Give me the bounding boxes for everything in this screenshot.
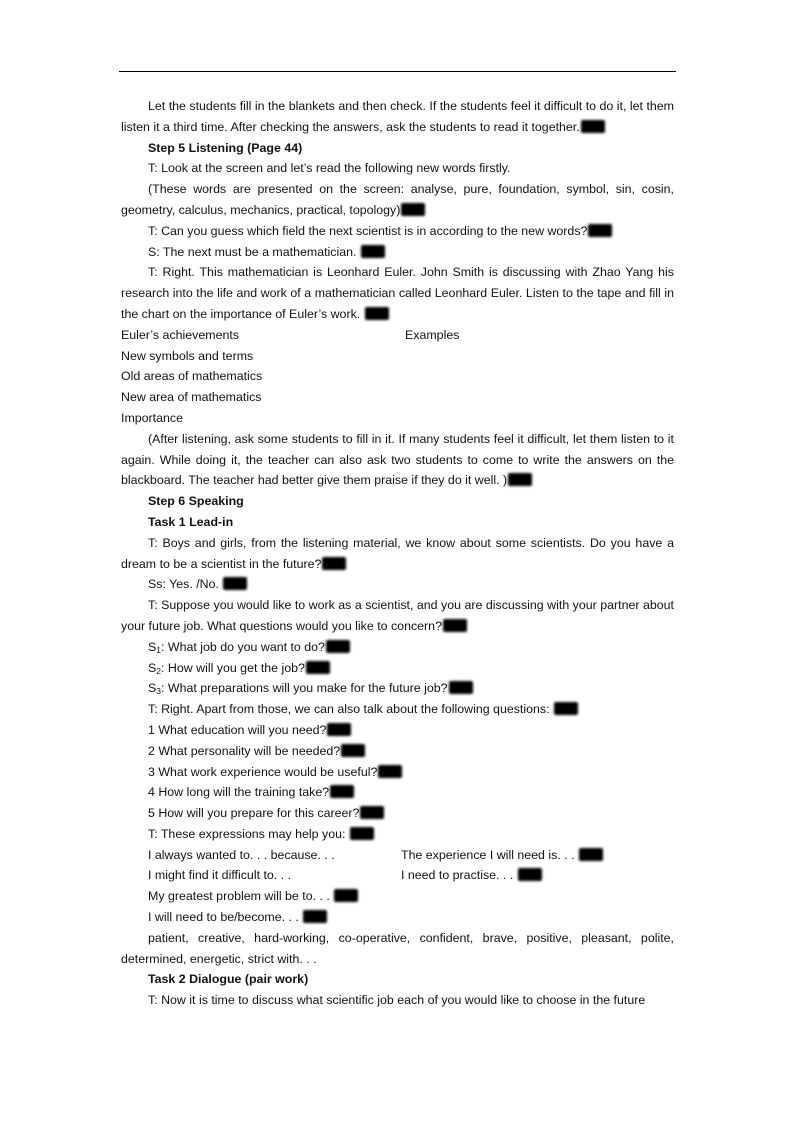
question-item: 1 What education will you need?	[121, 720, 674, 741]
question-item: 3 What work experience would be useful?	[121, 762, 674, 783]
redaction-mark	[327, 723, 351, 736]
expression-item: I will need to be/become. . .	[121, 907, 674, 928]
paragraph: Ss: Yes. /No.	[121, 574, 674, 595]
redaction-mark	[306, 661, 330, 674]
student-line: $S_1$: What job do you want to do?	[121, 637, 674, 658]
chart-row: Importance	[121, 410, 183, 425]
student-line: $S_3$: What preparations will you make for the future job?	[121, 678, 674, 699]
redaction-mark	[360, 806, 384, 819]
paragraph: T: Look at the screen and let’s read the following new words firstly.	[148, 161, 511, 176]
section-heading: Step 6 Speaking	[148, 494, 244, 509]
expression-item: My greatest problem will be to. . .	[121, 886, 674, 907]
redaction-mark	[518, 868, 542, 881]
redaction-mark	[443, 619, 467, 632]
redaction-mark	[554, 702, 578, 715]
redaction-mark	[303, 910, 327, 923]
task-heading: Task 2 Dialogue (pair work)	[148, 972, 309, 987]
paragraph: T: Now it is time to discuss what scientific job each of you would like to choose in the future	[148, 993, 646, 1008]
redaction-mark	[508, 473, 532, 486]
redaction-mark	[341, 744, 365, 757]
question-item: 4 How long will the training take?	[121, 782, 674, 803]
adjective-list: patient, creative, hard-working, co-operative, confident, brave, positive, pleasant, polite, determined, energetic, strict with. . .	[121, 930, 674, 966]
header-rule	[119, 71, 676, 72]
redaction-mark	[350, 827, 374, 840]
chart-header-achievements: Euler’s achievements	[121, 327, 240, 342]
chart-row: New area of mathematics	[121, 390, 262, 405]
section-heading: Step 5 Listening (Page 44)	[148, 140, 303, 155]
chart-header-row	[121, 325, 674, 346]
paragraph: T: Right. Apart from those, we can also talk about the following questions:	[121, 699, 674, 720]
paragraph: T: Suppose you would like to work as a scientist, and you are discussing with your partner about your future job. What questions would you like to concern?	[121, 598, 674, 633]
redaction-mark	[588, 224, 612, 237]
redaction-mark	[378, 765, 402, 778]
redaction-mark	[330, 785, 354, 798]
paragraph: T: These expressions may help you:	[121, 824, 674, 845]
expression-item: I need to practise. . .	[401, 865, 542, 886]
redaction-mark	[361, 245, 385, 258]
chart-row: Old areas of mathematics	[121, 369, 263, 384]
redaction-mark	[449, 681, 473, 694]
task-heading: Task 1 Lead-in	[148, 514, 234, 529]
redaction-mark	[223, 577, 247, 590]
question-item: 2 What personality will be needed?	[121, 741, 674, 762]
redaction-mark	[401, 203, 425, 216]
question-item: 5 How will you prepare for this career?	[121, 803, 674, 824]
redaction-mark	[334, 889, 358, 902]
chart-header-examples: Examples	[405, 327, 460, 342]
redaction-mark	[581, 120, 605, 133]
redaction-mark	[326, 640, 350, 653]
redaction-mark	[365, 307, 389, 320]
expression-item: I might find it difficult to. . .	[148, 868, 292, 883]
expression-row	[121, 845, 674, 866]
chart-row: New symbols and terms	[121, 348, 254, 363]
redaction-mark	[579, 848, 603, 861]
expression-item: The experience I will need is. . .	[401, 845, 603, 866]
paragraph: S: The next must be a mathematician.	[121, 242, 674, 263]
student-line: $S_2$: How will you get the job?	[121, 658, 674, 679]
document-body	[121, 96, 674, 1011]
expression-item: I always wanted to. . . because. . .	[148, 847, 335, 862]
paragraph: T: Right. This mathematician is Leonhard Euler. John Smith is discussing with Zhao Yang his research into the life and work of a mathematician called Leonhard Euler. Listen to the tape and fill in the chart on the importance of Euler’s work.	[121, 265, 674, 321]
paragraph: T: Boys and girls, from the listening material, we know about some scientists. Do you have a dream to be a scientist in the future?	[121, 535, 674, 571]
expression-row	[121, 865, 674, 886]
paragraph: (After listening, ask some students to fill in it. If many students feel it difficult, let them listen to it again. While doing it, the teacher can also ask two students to come to write the answers on the blackboard. The teacher had better give them praise if they do it well. )	[121, 431, 674, 488]
paragraph: T: Can you guess which field the next scientist is in according to the new words?	[121, 221, 674, 242]
paragraph: (These words are presented on the screen: analyse, pure, foundation, symbol, sin, cosin, geometry, calculus, mechanics, practical, topology)	[121, 182, 674, 217]
paragraph: Let the students fill in the blankets and then check. If the students feel it difficult to do it, let them listen it a third time. After checking the answers, ask the students to read it together.	[121, 99, 674, 134]
redaction-mark	[322, 557, 346, 570]
